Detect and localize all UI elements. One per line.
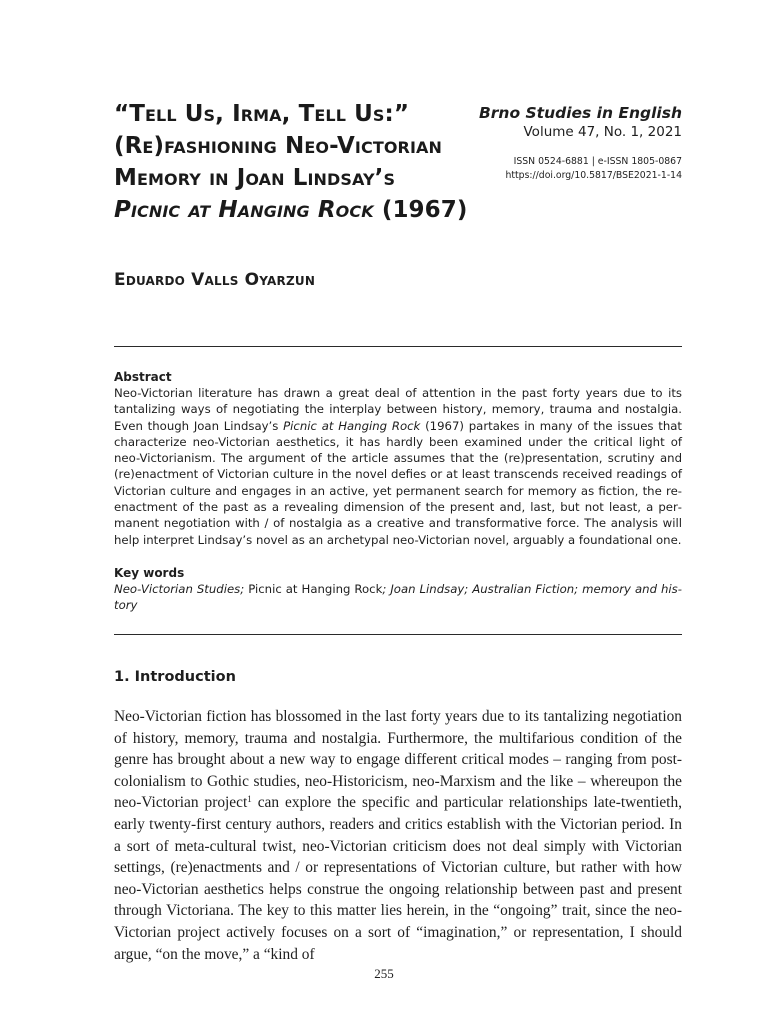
author-name: Eduardo Valls Oyarzun	[114, 270, 316, 290]
title-line-2: (Re)fashioning Neo-Victorian	[114, 133, 442, 159]
article-title	[114, 98, 494, 226]
keyword-2: Picnic at Hanging Rock	[244, 582, 383, 596]
journal-name: Brno Studies in English	[478, 104, 682, 122]
title-novel-name: Picnic at Hanging Rock	[114, 197, 374, 223]
title-line-3: Memory in Joan Lindsay’s	[114, 165, 396, 191]
abstract-novel-title: Picnic at Hanging Rock	[283, 418, 421, 433]
keyword-3: ; Joan Lindsay; Australian Fiction; memory and history	[114, 582, 682, 613]
title-line-1: “Tell Us, Irma, Tell Us:”	[114, 101, 410, 127]
section-heading: 1. Introduction	[114, 669, 236, 685]
body-paragraph	[114, 706, 682, 965]
journal-doi[interactable]: https://doi.org/10.5817/BSE2021-1-14	[505, 170, 682, 181]
page-number: 255	[374, 966, 394, 981]
abstract-text-part-1: Neo-Victorian literature has drawn a great deal of attention in the past forty years due to its tantalizing ways of negotiating the interplay between history, memory, trauma and nostalgia. Even though Joan Lindsay’s	[114, 386, 682, 433]
journal-info	[479, 103, 682, 183]
title-line-4	[114, 194, 494, 226]
abstract-bottom-rule	[114, 634, 682, 635]
footnote-marker[interactable]: 1	[247, 794, 252, 805]
keywords-text	[114, 581, 682, 614]
abstract-text	[114, 385, 682, 548]
journal-issn: ISSN 0524-6881 | e-ISSN 1805-0867	[513, 156, 682, 167]
abstract-top-rule	[114, 346, 682, 347]
keyword-1: Neo-Victorian Studies;	[114, 582, 245, 596]
body-text-part-1: Neo-Victorian fiction has blossomed in the last forty years due to its tantalizing negotiation of history, memory, trauma and nostalgia. Furthermore, the multifarious condition of the genre has brought about a new way to engage different critical modes – ranging from post-colonialism to Gothic studies, neo-Historicism, neo-Marxism and the like – whereupon the neo-Victorian project	[114, 708, 682, 812]
keywords-heading: Key words	[114, 566, 185, 580]
journal-volume: Volume 47, No. 1, 2021	[523, 124, 682, 140]
abstract-heading: Abstract	[114, 370, 172, 384]
title-year: (1967)	[373, 197, 468, 223]
abstract-text-part-2: (1967) partakes in many of the issues that characterize neo-Victorian aesthetics, it has hardly been examined under the critical light of neo-Victorianism. The argument of the article assumes that the (re)presentation, scrutiny and (re)enactment of Victorian culture in the novel defies or at least transcends received readings of Victorian culture and engages in an active, yet permanent search for memory as fiction, the re-enactment of the past as a revealing dimension of the present and, last, but not least, a permanent negotiation with / of nostalgia as a creative and transformative force. The analysis will help interpret Lindsay’s novel as an archetypal neo-Victorian novel, arguably a foundational one.	[114, 418, 683, 547]
body-text-part-2: can explore the specific and particular relationships late-twentieth, early twenty-first century authors, readers and critics establish with the Victorian period. In a sort of meta-cultural twist, neo-Victorian criticism does not deal simply with Victorian settings, (re)enactments and / or representations of Victorian culture, but rather with how neo-Victorian aesthetics helps construe the ongoing relationship between past and present through Victoriana. The key to this matter lies herein, in the “ongoing” trait, since the neo-Victorian project actively focuses on a sort of “imagination,” or representation, I should argue, “on the move,” a “kind of	[114, 794, 682, 963]
